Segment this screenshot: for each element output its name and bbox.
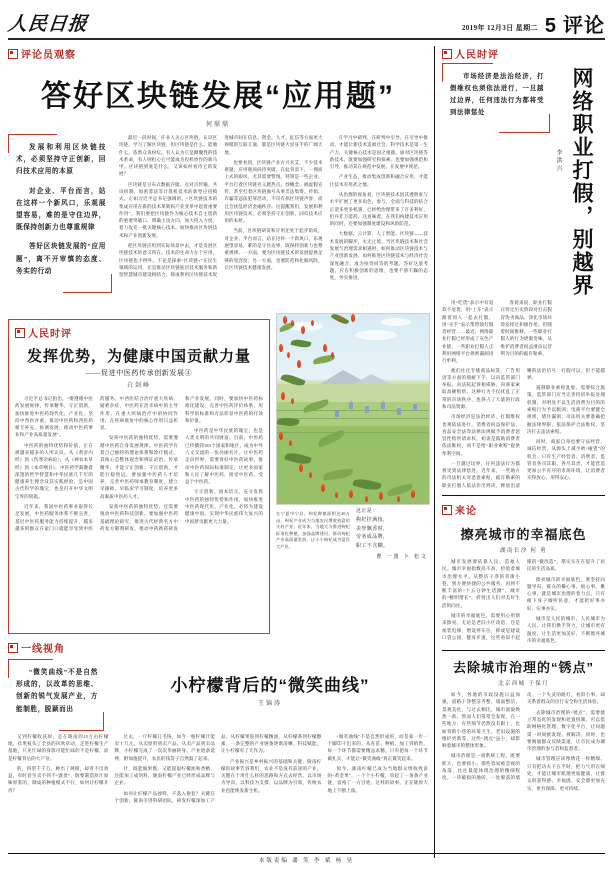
body-paragraph: 如今，各地的市政设施日益加强，道路干净整洁齐整，墙面整洁、景观美化，与过去相比，城市面貌焕然一新。然而人们常常会发现，在一些地方，有些细节仍然没有跟上，比如背街小巷的环境卫生、老旧设施的维护更新等，这些“锈点”虽小，却影响着城市的整体形象。 <box>442 692 520 749</box>
kicker-label: 一线视角 <box>21 644 65 655</box>
vertical-headline-wrap <box>554 63 596 297</box>
body-paragraph: 区块链是分布式数据存储、点对点传输、共识机制、加密算法等计算机技术的新型应用模式。正如习近平总书记强调的，“区块链技术的集成应用在新的技术革新和产业变革中起着重要作用”。我们要把区块链作为核心技术自主创新的重要突破口，明确主攻方向，加大投入力度，着力攻克一批关键核心技术，加快推动区块链技术和产业创新发展。 <box>119 181 218 238</box>
right-article3-body <box>442 691 605 792</box>
body-paragraph: 客观来说，职业打假在特定历史阶段对打击假冒伪劣商品、净化市场环境发挥过积极作用。但随着时间推移，一些职业打假人的行为逐渐变味，从维护消费者权益滑向以营利为目的的敲诈勒索。 <box>500 300 552 356</box>
body-grid <box>8 46 605 858</box>
kicker-mark-icon <box>442 49 452 59</box>
body-paragraph: 把区块链应用到实际场景中去，才是发展区块链技术的意义所在。技术的生命力在于应用，区块链也不例外。不论是探索“区块链+”在民生领域的运用，还是推动区块链底层技术服务和新型智慧城市建设相结合，抑或利用区块链技术促进城市间在信息、资金、人才、征信等方面更大规模的互联互通，都是区块链大显身手的广阔天地。 <box>119 135 323 278</box>
worker-figure <box>397 408 401 415</box>
article-peoples-review-health <box>8 319 270 634</box>
right-article1-top <box>442 63 605 297</box>
right-pullquote-col <box>442 63 550 133</box>
headline-governance-rust: 去除城市治理的“锈点” <box>452 660 594 676</box>
kicker-mark-icon <box>15 328 25 338</box>
body-paragraph: 如何让柠檬产品独特、不落入俗套？关键在于创新。陇南引进科研团队，研发柠檬深加工产品，从柠檬果胶到柠檬精油，从柠檬茶到柠檬酵素，一条完整的产业链条逐渐清晰。科技赋能，让小柠檬有了大作为。 <box>114 733 322 803</box>
headline-blockchain: 答好区块链发展“应用题” <box>41 80 395 113</box>
issue-date: 2019年 12月3日 星期二 <box>461 24 538 32</box>
cloud-shape <box>355 330 397 340</box>
berry-shape <box>351 314 355 322</box>
article2-and-illustration <box>8 313 428 634</box>
masthead <box>8 0 605 40</box>
berry-shape <box>365 496 368 502</box>
field-row-line <box>277 410 429 411</box>
article3-layout <box>8 659 428 731</box>
body-paragraph: 城市管理应该像绣花一样精细。只有把功夫下在平时，把力气用在细处，才能让城市肌理更加健康，让群众的获得感、幸福感、安全感更加充实、更有保障、更可持续。 <box>527 756 605 791</box>
right-column <box>434 46 605 858</box>
right-article1-body <box>442 299 552 365</box>
pullquote-line: 发展和利用区块链技术，必须坚持守正创新，回归技术应用的本原 <box>16 144 106 176</box>
berry-shape <box>311 320 314 326</box>
body-paragraph: 过去，一斤柠檬几毛钱，如今一瓶柠檬汁能卖十几元。从卖原料到卖产品，从卖产品到卖品牌，小柠檬完成了一次次华丽转身。产业链条延伸，附加值提升，农民的钱袋子自然鼓了起来。 <box>114 733 215 761</box>
poem-line: 美誉飘香时， <box>356 526 389 532</box>
kicker-mark-icon <box>8 643 18 653</box>
headline-city-happiness: 擦亮城市的幸福底色 <box>460 527 587 543</box>
byline-governance-rust: 北京西城 于保月 <box>497 681 550 688</box>
field-row-line <box>277 432 429 433</box>
body-paragraph: 大数据、云计算、人工智能、区块链——技术发展的脚步，永无止境。当区块链技术和社会发展与治理需求相遇时，如何推动区块链技术与产业创新发展、如何推进区块链技术与经济社会深度融合，成为亟待回答的考题。答好这道考题，应有积极创新的思维，也要不骄不躁的态度，务实推进。 <box>329 231 428 281</box>
berry-shape <box>321 484 325 492</box>
body-paragraph: 守正创新，固本培元。充分发挥中医药的独特优势和作用，加快推进中医药现代化、产业化，必将为建设健康中国、实现中华民族伟大复兴的中国梦贡献更大力量。 <box>185 489 263 524</box>
right-article2-body <box>442 558 605 644</box>
kicker-peoples-review-right <box>442 46 605 61</box>
body-paragraph: 他们往往专挑商品标签、广告用语等方面的瑕疵下手，以向监管部门举报、向法院起诉相威胁，向商家索取高额赔偿。这种行为不仅扰乱了正常的市场秩序，也挤占了大量的行政和司法资源。 <box>442 367 520 409</box>
poem-line: 枸杞挂满枝， <box>356 517 389 523</box>
body-paragraph: “微笑曲线”不是自然形成的，而是靠一步一个脚印干出来的。从育苗、种植、加工到销售，每一个环节都需要精益求精。只有把每一个环节做扎实，才能让“微笑曲线”真正微笑起来。 <box>327 733 428 761</box>
article1-layout <box>8 134 428 309</box>
berry-shape <box>339 316 342 322</box>
berry-shape <box>283 316 287 324</box>
body-paragraph: 去除城市治理的“锈点”，需要建立常态化的发现和处置机制。可以借助网格化管理、数字化平台，让问题第一时间被发现、被解决。同时，也要畅通群众反映渠道，让市民成为城市治理的参与者和监督者。 <box>527 709 605 752</box>
body-paragraph: 汁，既能做果酱，又能提取柠檬油和香精，还能加工成饲料，陇南柠檬产业已经形成品牌与企业。 <box>114 765 215 786</box>
field-band <box>277 384 429 402</box>
body-paragraph: 城市的幸福底色，需要用心用情来擦亮。无论是老旧小区改造，还是加装电梯、增设停车位，抑或是建设口袋公园、健身步道，这些看似不起眼的“微改造”，都实实在在提升了居民的生活品质。 <box>442 559 605 640</box>
kicker-frontline-perspective <box>8 640 428 655</box>
body-paragraph: 用“吃货”表示中有退款不退货，用“上车”表示跟着别人一起去打假，用“买手”表示帮带领打假者经营……最近，网络职业打假已经形成了灰色产业链，一些职业打假人正利用网络平台规则漏洞进行牟利。 <box>442 300 494 364</box>
body-paragraph: 城市是人民的城市，人民城市为人民。让我们携手努力，让城市更有温度，让生活更加美好，不断擦亮城市的幸福底色。 <box>527 616 605 643</box>
berry-shape <box>287 352 290 358</box>
kicker-label: 来论 <box>455 506 477 518</box>
pullquote-fake-fighting <box>442 63 550 133</box>
berry-shape <box>279 432 283 440</box>
kicker-label: 评论员观察 <box>21 50 76 61</box>
body-paragraph: 的，四望千千万，种出了规模，却青不出效益，有时甚至卖不到不“既贵”，既要制造原汁原味原浆的，制成的种植模式不行，如何让柠檬开窍？ <box>8 765 109 793</box>
body-paragraph: 市场经济是法治经济，打假维权也须依法进行。消费者权益保护法、食品安全法等法律法规赋予消费者惩罚性赔偿请求权，初衷是鼓励消费者依法维权，而不是给“职业索赔”提供牟利空间。 <box>442 414 520 456</box>
field-row-line <box>277 418 429 419</box>
field-band <box>277 402 429 426</box>
worker-figure <box>413 404 417 411</box>
body-paragraph: 在学习中研判、在研判中引导、在引导中推动，才能让新技术造福社会。科学技术是第一生产力，关键核心技术是国之重器。面对区块链等新技术，既要加强研究和探索，也要加强规范和引导，推动其在规范中发展、在发展中规范。 <box>329 135 428 170</box>
berry-shape <box>323 344 327 352</box>
berry-shape <box>281 392 285 400</box>
byline-blockchain: 何鼎鼎 <box>205 122 230 128</box>
body-paragraph: 又到柠檬收获时，走在陇南的25万亩柠檬地，挂果枝头了全县的风吹草动，走进柠檬生产基地，只见忙碌的身影可能忙碌的不是柠檬，而是柠檬背后的大产业。 <box>8 733 109 761</box>
headline-online-fake-fighting: 网络职业打假，别越界 <box>570 67 593 297</box>
body-paragraph: 城市治理是一项系统工程，既要抓大，也要抓小。那些容易被忽视的角落，往往最能体现治理的精细程度。一块破损的地砖、一处脱落的墙皮、一个失灵的路灯，看似小事，却关系着群众的出行安全和生活体验。 <box>442 692 605 781</box>
article-reader-opinion-city <box>442 502 605 644</box>
byline-health-china: 白剑峰 <box>126 383 151 389</box>
article2-body <box>15 395 263 627</box>
body-paragraph: 产业振兴是乡村振兴的基础和关键。陇南柠檬的故事告诉我们，农业不是没有前途的产业，关键在于用什么样的思路和方式去经营。以市场为导向，以科技为支撑，以品牌为引领，传统农业也能焕发新生机。 <box>221 758 322 793</box>
headline-lemon: 小柠檬背后的“微笑曲线” <box>170 676 370 695</box>
kicker-label: 人民时评 <box>455 50 499 61</box>
headline-health-china: 发挥优势，为健康中国贡献力量 <box>26 348 251 365</box>
berry-shape <box>411 490 415 498</box>
kicker-mark-icon <box>442 505 452 515</box>
berry-shape <box>291 320 294 326</box>
pullquote-line: 答好区块链发展的“应用题”，离不开审慎的态度、务实的行动 <box>16 243 106 275</box>
byline-online-fake-fighting: 李洪兴 <box>555 149 561 173</box>
pullquote-lemon <box>8 659 104 731</box>
article1-pullquote-col <box>8 134 112 309</box>
body-paragraph: 遏制职业索赔乱象，需要综合施策。监管部门应当完善投诉举报处理机制，对明显不以生活消费为目的的索赔行为予以甄别；电商平台要健全规则，堵住漏洞；司法机关要准确把握法律界限，依法保护合法维权，坚决打击违法索赔。 <box>527 385 605 434</box>
article3-body <box>8 733 428 873</box>
goji-berry-illustration <box>276 313 430 505</box>
poem-line: 劳务成品牌， <box>356 535 389 541</box>
berry-shape <box>397 496 400 502</box>
illustration-credit: 曹 一图 卜 松文 <box>376 554 428 560</box>
berry-shape <box>301 326 305 334</box>
body-paragraph: 当前，区块链研发和应用还处于起步阶段，对企业、平台而言，站在这样一个新风口，乐观展望容易，难的是守住边界，既保持创新力也尊重规律。一方面，要为区块链技术的发展提供足够的宽容度；另一方面，也要防范和化解风险，让区块链技术健康发展。 <box>224 228 323 270</box>
body-paragraph: 擦亮城市的幸福底色，要坚持问题导向。群众的操心事、烦心事、揪心事，就是城市治理的着力点。只有俯下身子倾听民意，才能把好事办好、实事办实。 <box>527 576 605 611</box>
berry-shape <box>309 472 312 478</box>
body-paragraph: 城市发展要依靠人民、造福人民。城市幸福指数高不高，检验着城市治理水平。从整洁干净的背街小巷，到方便快捷的公共服务，再到不断丰富的“十五分钟生活圈”，城市的“精明增长”，折射出人们对美好生活的向往。 <box>442 559 520 608</box>
body-paragraph: 一旦越过边界，任何违法行为都将受到法律惩处。近年来，一些地方的司法机关对恶意索赔、敲诈勒索的职业打假人依法作出判决，释放出清晰的法治信号：打假可以，但不能越界。 <box>442 367 605 488</box>
article3-pullquote-col <box>8 659 104 731</box>
left-column <box>8 46 428 858</box>
kicker-mark-icon <box>8 49 18 59</box>
berry-shape <box>379 492 383 500</box>
article1-body <box>119 134 428 309</box>
masthead-right <box>462 16 605 36</box>
section-divider <box>442 650 605 651</box>
berry-shape <box>279 344 283 352</box>
worker-figure <box>381 402 385 409</box>
body-paragraph: 发挥中医药的独特优势，还需要推动中医药科技创新。要加强中医药基础理论研究，推进古代经典名方中药复方制剂研发，推动中药新药研发和产业发展。同时，要加快中医药标准化建设，完善中医药评价体系，用科学的标准和方法彰显中医药的疗效和价值。 <box>100 396 263 531</box>
byline-city-happiness: 湖南长沙 何 勇 <box>500 548 547 555</box>
pullquote-line: 对企业、平台而言，站在这样一个新风口，乐观展望容易，难的是守住边界，既保持创新力也尊重规律 <box>16 187 106 232</box>
leaf-shape <box>290 338 311 349</box>
kicker-reader-opinion <box>442 502 605 517</box>
paper-logo: 人民日报 <box>6 14 89 35</box>
kicker-label: 人民时评 <box>28 329 72 340</box>
berry-shape <box>299 464 303 472</box>
body-paragraph: 中医药是中华民族的瑰宝，也是人类文明的共同财富。目前，中医药已传播到183个国家和地区，成为中外人文交流的一张亮丽名片。让中医药走向世界，需要讲好中医药故事，推动中医药国际标准制定，让更多国家和人民了解中医药、接受中医药、受益于中医药。 <box>185 428 263 485</box>
section-divider <box>442 495 605 496</box>
worker-figure <box>349 402 353 409</box>
body-paragraph: 从治理的视角看，区块链技术因其透明度与水平扩展了更多角色、参与，全面与科技的结合正迎来更多机遇，已经给治理带来了许多利好，但并非万能药。这意味着，在我们构建技术应用的同时，还要加强制度建设和风险防范。 <box>329 191 428 227</box>
body-paragraph: 中医药的独特优势和价值，正在被越来越多的人所认识。从《黄帝内经》到《伤寒杂病论》，从《神农本草经》到《本草纲目》，中医药学凝聚着深邃的哲学智慧和中华民族几千年的健康养生理念及其实践经验，是中国古代科学的瑰宝，也是打开中华文明宝库的钥匙。 <box>15 442 93 499</box>
subtitle-health-china: ——促进中医药传承创新发展④ <box>85 369 193 377</box>
article-frontline-perspective <box>8 640 428 873</box>
page-number: 5 <box>544 15 556 37</box>
article-commentator-observation <box>8 46 428 309</box>
berry-shape <box>331 352 334 358</box>
section-name: 评论 <box>563 15 605 37</box>
pullquote-blockchain <box>8 134 112 293</box>
right-article1-body-cont <box>442 367 605 490</box>
kicker-commentator-observation <box>8 46 428 61</box>
berry-shape <box>349 490 353 498</box>
worker-figure <box>365 406 369 413</box>
pullquote-line: 市场经济是法治经济，打假维权也须依法进行，一旦越过边界，任何违法行为都将受到法律惩处 <box>450 73 544 116</box>
body-paragraph: 也要看到，区块链产业方兴未艾，不少技术难题、应用瓶颈尚待突破。在此背景下，一拥而上式的跟风，尤其需要警惕。特别是一些企业、平台打着区块链名义蹭热点、炒概念、搞虚假宣传，甚至打着区块链旗号从事非法集资、传销、诈骗等违法犯罪活动，不仅有损区块链声誉，而且会扰乱经济金融秩序。这提醒我们，发展和利用区块链技术，必须坚持守正创新，回归技术应用的本原。 <box>224 159 323 224</box>
illustration-caption: 在宁夏中宁县，枸杞种植面积达20万亩，枸杞产业成为当地农民增收致富的支柱产业。近年来，当地大力推进枸杞标准化种植，加强品牌建设，推动枸杞产业高质量发展，让小小枸杞成为富民大产业。 <box>276 511 350 549</box>
berry-shape <box>291 398 294 404</box>
illustration-text-row <box>276 508 428 563</box>
worker-figure <box>335 410 339 417</box>
berry-shape <box>297 360 301 368</box>
body-paragraph: 最近一段时间，许多人关心区块链，认识区块链，学习了解区块链，但区块链是什么、能做什么，依然众说纷纭。有人认为它是颠覆性的技术革命，有人则担心它可能成为投机炒作的新马甲。区块链到底是什么，又该如何看待它的发展？ <box>119 135 218 177</box>
body-paragraph: 习近平总书记指出，“要遵循中医药发展规律，传承精华，守正创新，加快推进中医药现代化、产业化，坚持中西医并重，推动中医药和西医药相互补充、协调发展，推动中医药事业和产业高质量发展”。 <box>15 396 93 438</box>
cloud-shape <box>381 318 411 326</box>
berry-shape <box>289 440 292 446</box>
article-city-governance-rust <box>442 657 605 792</box>
illustration-column <box>276 313 428 634</box>
poem-line: 这正是： <box>356 509 378 514</box>
illustration-poem <box>356 508 428 563</box>
footer-credit: 本版责编 潘 笑 李 斌 杨 昊 <box>258 858 355 864</box>
byline-lemon: 王锦涛 <box>257 701 282 707</box>
berry-shape <box>335 492 338 498</box>
body-paragraph: 如今，陇南柠檬已成为当地群众增收致富的“黄金果”。一个个小柠檬，串起了一条条产业链，富裕了一方百姓。这样的故事，正在陇原大地上不断上演。 <box>327 765 428 793</box>
body-paragraph: 发挥中医药的独特优势，需要遵循中医药自身发展规律。中医药学有着自己独特的理论体系和诊疗模式，其核心是整体观念和辨证论治。传承精华，才能守正创新；守正创新，才能行稳致远。要加强中医药人才培养，完善中医药师承教育制度，建立早跟师、早临床学习制度，培养更多高素质中医药人才。 <box>100 435 178 499</box>
body-paragraph: 近年来，我国中医药事业取得长足发展。中医药服务体系不断完善，基层中医药服务能力持续提升，越来越多的群众在家门口就能享受到中医药服务。中西医结合治疗重大疾病、疑难杂症，中医药在治未病中的主导作用、在重大疾病治疗中的协同作用、在疾病康复中的核心作用日益彰显。 <box>15 396 178 531</box>
kicker-peoples-review <box>15 325 263 340</box>
page-footer <box>8 853 605 864</box>
article3-head-col <box>112 659 428 731</box>
article-peoples-review-fake <box>442 46 605 489</box>
body-paragraph: 同时，商家自身也要守法经营、诚信经营，从源头上减少被“碰瓷”的机会。只有生产经营者、消费者、监管者各司其职、各尽其责，才能营造更加公平有序的市场环境，让消费者买得放心、用得安心。 <box>527 439 605 481</box>
body-paragraph: 产业生态，推动集成创新和融合应用，才能让技术有用武之地。 <box>329 174 428 187</box>
poem-line: 职工不含糊。 <box>356 544 389 549</box>
pullquote-line: “微笑曲线”不是自然形成的，以改革的思维、创新的锐气发展产业，方能制胜，脱颖而出 <box>16 669 98 713</box>
